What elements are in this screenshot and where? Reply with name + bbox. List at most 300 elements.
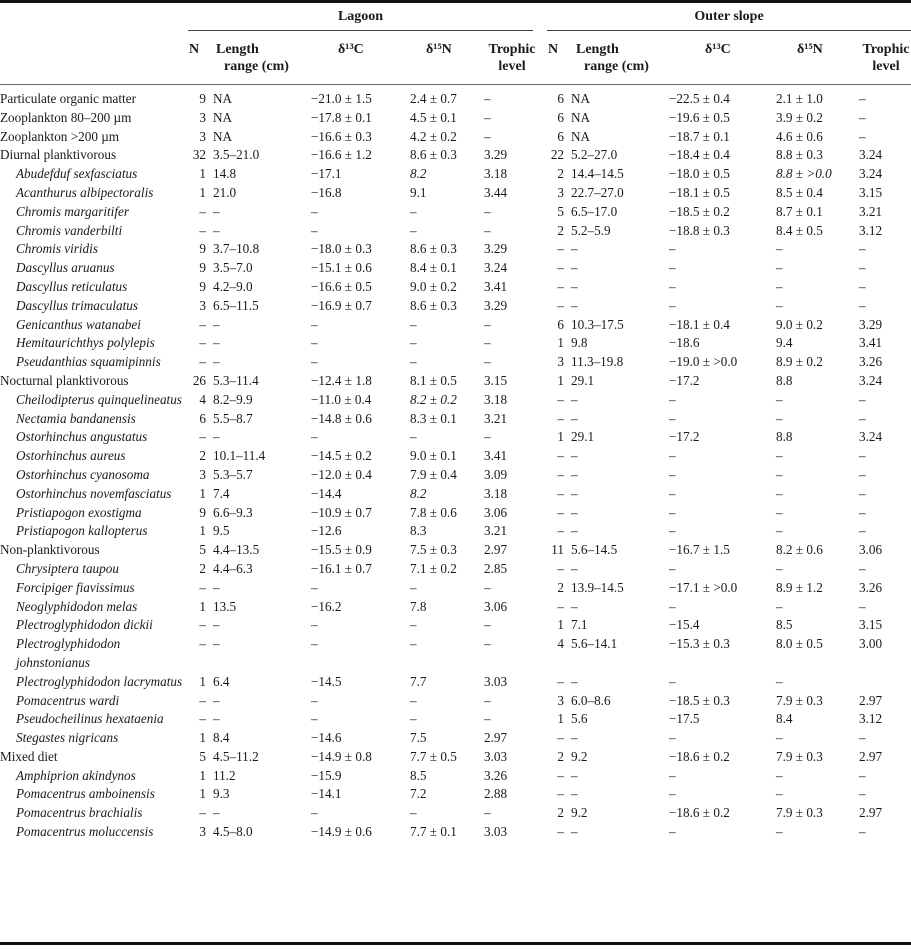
row-label: Cheilodipterus quinquelineatus (16, 391, 182, 407)
cell-lagoon-length: 6.4 (213, 673, 230, 689)
cell-outer-trophic: 2.97 (859, 805, 883, 821)
cell-lagoon-length: – (213, 354, 220, 370)
cell-outer-n: – (557, 786, 564, 802)
cell-outer-n: 1 (557, 711, 564, 727)
cell-lagoon-n: – (199, 203, 206, 219)
cell-lagoon-d15n: 8.4 ± 0.1 (410, 260, 457, 276)
cell-outer-d13c: – (669, 448, 676, 464)
cell-outer-length: NA (571, 91, 591, 106)
cell-lagoon-d15n: 4.2 ± 0.2 (410, 128, 457, 144)
col-header-d15n-outer: δ¹⁵N (797, 42, 823, 57)
table-row-species (0, 466, 911, 485)
col-header-d13c-lagoon: δ¹³C (338, 42, 364, 57)
cell-lagoon-d15n: 9.1 (410, 184, 427, 200)
cell-outer-d15n: – (776, 448, 783, 464)
row-label: Forcipiger fiavissimus (16, 579, 135, 595)
cell-outer-d13c: – (669, 278, 676, 294)
table-row-species (0, 710, 911, 729)
cell-outer-n: 6 (557, 316, 564, 332)
row-label: Pseudocheilinus hexataenia (16, 711, 164, 727)
cell-outer-length: – (571, 448, 578, 464)
cell-outer-d15n: 8.8 (776, 372, 793, 388)
row-label: Acanthurus albipectoralis (16, 184, 154, 200)
cell-lagoon-d13c: −14.8 ± 0.6 (311, 410, 372, 426)
cell-lagoon-trophic: 3.21 (484, 523, 508, 539)
cell-outer-trophic: 3.26 (859, 579, 883, 595)
cell-lagoon-d13c: −12.0 ± 0.4 (311, 466, 372, 482)
cell-outer-n: – (557, 297, 564, 313)
cell-lagoon-trophic: 2.85 (484, 560, 508, 576)
cell-lagoon-trophic: 3.24 (484, 260, 508, 276)
cell-lagoon-trophic: – (484, 636, 491, 652)
cell-outer-d15n: 9.4 (776, 335, 793, 351)
cell-lagoon-n: 6 (199, 410, 206, 426)
cell-lagoon-n: – (199, 429, 206, 445)
cell-outer-d13c: – (669, 560, 676, 576)
cell-outer-d15n: – (776, 297, 783, 313)
cell-lagoon-n: 5 (199, 748, 206, 764)
col-header-trophic-line2: level (498, 59, 526, 74)
cell-lagoon-d13c: −16.2 (311, 598, 342, 614)
col-header-trophic-line1: Trophic (488, 42, 536, 57)
cell-outer-d15n: 8.5 ± 0.4 (776, 184, 823, 200)
cell-outer-d13c: – (669, 673, 676, 689)
cell-lagoon-length: – (213, 617, 220, 633)
cell-lagoon-n: – (199, 354, 206, 370)
table-row-group (0, 109, 911, 128)
row-label: Zooplankton 80–200 µm (0, 109, 132, 125)
cell-lagoon-trophic: – (484, 805, 491, 821)
cell-outer-length: 29.1 (571, 372, 595, 388)
cell-outer-d13c: −18.8 ± 0.3 (669, 222, 730, 238)
cell-outer-trophic: 2.97 (859, 748, 883, 764)
cell-outer-d15n: 8.9 ± 0.2 (776, 354, 823, 370)
cell-outer-d13c: −15.3 ± 0.3 (669, 636, 730, 652)
col-header-n-lagoon: N (189, 42, 200, 57)
cell-lagoon-d13c: −14.4 (311, 485, 342, 501)
cell-lagoon-n: 3 (199, 297, 206, 313)
cell-lagoon-d13c: −15.9 (311, 767, 342, 783)
cell-lagoon-d15n: 8.3 (410, 523, 427, 539)
cell-lagoon-length: 11.2 (213, 767, 236, 783)
row-label: Chromis viridis (16, 241, 98, 257)
row-label: Ostorhinchus novemfasciatus (16, 485, 172, 501)
cell-outer-length: NA (571, 128, 591, 144)
cell-outer-d13c: −19.0 ± >0.0 (669, 354, 738, 370)
cell-lagoon-trophic: – (484, 617, 491, 633)
table-row-species (0, 522, 911, 541)
cell-outer-n: – (557, 241, 564, 257)
cell-lagoon-length: 5.5–8.7 (213, 410, 253, 426)
table-top-rule (0, 0, 911, 3)
cell-outer-length: 22.7–27.0 (571, 184, 624, 200)
cell-outer-length: – (571, 767, 578, 783)
cell-lagoon-d13c: – (311, 354, 318, 370)
cell-outer-n: – (557, 391, 564, 407)
cell-lagoon-trophic: 3.06 (484, 598, 508, 614)
cell-lagoon-d13c: −15.5 ± 0.9 (311, 542, 372, 558)
cell-lagoon-n: 1 (199, 598, 206, 614)
table-row-species (0, 391, 911, 410)
cell-outer-d15n: 2.1 ± 1.0 (776, 91, 823, 106)
cell-outer-d13c: – (669, 391, 676, 407)
row-label: Amphiprion akindynos (16, 767, 136, 783)
cell-lagoon-length: 4.5–11.2 (213, 748, 259, 764)
col-header-length-line2: range (cm) (584, 59, 649, 74)
cell-outer-n: 22 (550, 147, 564, 163)
cell-outer-trophic: 3.21 (859, 203, 883, 219)
table-bottom-rule (0, 942, 911, 945)
cell-lagoon-d15n: 7.5 ± 0.3 (410, 542, 457, 558)
cell-lagoon-d13c: – (311, 429, 318, 445)
cell-outer-trophic: 3.24 (859, 147, 883, 163)
cell-lagoon-trophic: 3.15 (484, 372, 508, 388)
cell-outer-d13c: – (669, 504, 676, 520)
cell-outer-trophic: – (859, 786, 866, 802)
cell-outer-d13c: – (669, 410, 676, 426)
cell-lagoon-n: 9 (199, 278, 206, 294)
cell-lagoon-d15n: 2.4 ± 0.7 (410, 91, 457, 106)
cell-outer-d13c: −17.5 (669, 711, 700, 727)
cell-outer-length: – (571, 297, 578, 313)
group-header-outer-slope: Outer slope (694, 9, 764, 24)
cell-lagoon-length: 3.5–7.0 (213, 260, 253, 276)
cell-outer-length: 9.2 (571, 805, 588, 821)
cell-lagoon-d13c: −12.4 ± 1.8 (311, 372, 372, 388)
cell-outer-length: – (571, 410, 578, 426)
cell-lagoon-length: 3.5–21.0 (213, 147, 260, 163)
cell-lagoon-n: 3 (199, 824, 206, 840)
row-label: Chrysiptera taupou (16, 560, 119, 576)
cell-outer-d13c: – (669, 297, 676, 313)
cell-lagoon-n: 1 (199, 523, 206, 539)
cell-lagoon-n: 1 (199, 485, 206, 501)
cell-outer-d15n: 8.7 ± 0.1 (776, 203, 823, 219)
cell-outer-length: – (571, 824, 578, 840)
cell-lagoon-d13c: −17.1 (311, 166, 342, 182)
cell-lagoon-trophic: – (484, 128, 491, 144)
cell-lagoon-d15n: 7.2 (410, 786, 427, 802)
cell-lagoon-n: – (199, 692, 206, 708)
cell-outer-d13c: – (669, 485, 676, 501)
cell-outer-trophic: 3.12 (859, 222, 883, 238)
cell-lagoon-n: – (199, 711, 206, 727)
cell-outer-trophic: – (859, 560, 866, 576)
cell-lagoon-n: 9 (199, 241, 206, 257)
cell-outer-d15n: – (776, 466, 783, 482)
cell-outer-trophic: – (859, 485, 866, 501)
col-header-length-line1: Length (216, 42, 259, 57)
cell-outer-length: – (571, 598, 578, 614)
cell-outer-d15n: 8.4 (776, 711, 793, 727)
cell-outer-d15n: – (776, 560, 783, 576)
row-label: Plectroglyphidodon lacrymatus (16, 673, 183, 689)
cell-outer-d13c: – (669, 260, 676, 276)
cell-lagoon-trophic: 2.88 (484, 786, 508, 802)
col-header-length-outer (576, 41, 649, 75)
row-label: Dascyllus trimaculatus (16, 297, 138, 313)
cell-outer-d13c: −18.5 ± 0.3 (669, 692, 730, 708)
cell-lagoon-d15n: 7.5 (410, 730, 427, 746)
group-rule-outer-slope (547, 30, 911, 31)
table-row-species (0, 485, 911, 504)
cell-lagoon-d13c: −12.6 (311, 523, 342, 539)
cell-outer-length: – (571, 523, 578, 539)
cell-outer-d15n: 8.4 ± 0.5 (776, 222, 823, 238)
cell-outer-trophic: – (859, 391, 866, 407)
table-row-species (0, 729, 911, 748)
cell-lagoon-n: 3 (199, 466, 206, 482)
cell-outer-d13c: −18.4 ± 0.4 (669, 147, 730, 163)
cell-outer-trophic: 3.29 (859, 316, 883, 332)
table-row-species (0, 222, 911, 241)
cell-outer-n: – (557, 260, 564, 276)
cell-lagoon-d15n: 7.7 ± 0.5 (410, 748, 457, 764)
cell-outer-d15n: – (776, 786, 783, 802)
cell-outer-trophic: 3.15 (859, 617, 883, 633)
cell-outer-d13c: −17.2 (669, 372, 700, 388)
cell-outer-trophic: – (859, 260, 866, 276)
cell-lagoon-trophic: – (484, 711, 491, 727)
cell-outer-d15n: 3.9 ± 0.2 (776, 109, 823, 125)
cell-lagoon-length: – (213, 805, 220, 821)
cell-outer-trophic: – (859, 241, 866, 257)
row-label: Pristiapogon kallopterus (16, 523, 148, 539)
cell-outer-trophic: – (859, 448, 866, 464)
table-row-species (0, 203, 911, 222)
cell-lagoon-n: 3 (199, 109, 206, 125)
cell-lagoon-d15n: 8.2 ± 0.2 (410, 391, 457, 407)
cell-outer-length: – (571, 673, 578, 689)
cell-outer-n: – (557, 466, 564, 482)
cell-lagoon-length: – (213, 203, 220, 219)
cell-outer-d15n: 8.8 (776, 429, 793, 445)
cell-lagoon-d13c: −14.9 ± 0.8 (311, 748, 372, 764)
cell-outer-n: 4 (557, 636, 564, 652)
row-label: Non-planktivorous (0, 542, 100, 558)
cell-lagoon-d13c: −17.8 ± 0.1 (311, 109, 372, 125)
cell-outer-d13c: – (669, 523, 676, 539)
cell-lagoon-d15n: 8.1 ± 0.5 (410, 372, 457, 388)
cell-lagoon-d13c: – (311, 203, 318, 219)
cell-outer-n: – (557, 278, 564, 294)
cell-lagoon-n: 9 (199, 91, 206, 106)
cell-outer-d15n: – (776, 278, 783, 294)
cell-lagoon-length: 4.2–9.0 (213, 278, 253, 294)
row-label: Pomacentrus amboinensis (16, 786, 155, 802)
row-label: Nectamia bandanensis (16, 410, 136, 426)
cell-outer-n: 1 (557, 372, 564, 388)
cell-outer-length: 9.8 (571, 335, 588, 351)
cell-outer-n: – (557, 673, 564, 689)
cell-outer-n: 1 (557, 617, 564, 633)
cell-outer-n: – (557, 504, 564, 520)
row-label: Mixed diet (0, 748, 58, 764)
cell-lagoon-d13c: – (311, 636, 318, 652)
cell-lagoon-trophic: 3.03 (484, 748, 508, 764)
cell-lagoon-d15n: 4.5 ± 0.1 (410, 109, 457, 125)
cell-lagoon-trophic: – (484, 316, 491, 332)
col-header-trophic-outer (860, 41, 911, 75)
cell-lagoon-n: – (199, 636, 206, 652)
cell-outer-trophic: – (859, 824, 866, 840)
cell-lagoon-trophic: – (484, 579, 491, 595)
cell-lagoon-trophic: 3.41 (484, 278, 508, 294)
cell-outer-trophic: – (859, 466, 866, 482)
cell-lagoon-n: 2 (199, 448, 206, 464)
cell-lagoon-d15n: 9.0 ± 0.1 (410, 448, 457, 464)
cell-lagoon-d13c: – (311, 711, 318, 727)
cell-outer-d13c: −18.0 ± 0.5 (669, 166, 730, 182)
table-row-species (0, 334, 911, 353)
cell-lagoon-n: 32 (192, 147, 206, 163)
cell-outer-n: – (557, 767, 564, 783)
cell-outer-n: 2 (557, 166, 564, 182)
cell-lagoon-d15n: – (410, 617, 417, 633)
cell-outer-trophic: 3.24 (859, 429, 883, 445)
cell-outer-n: 2 (557, 805, 564, 821)
cell-outer-length: 29.1 (571, 429, 595, 445)
cell-lagoon-n: – (199, 335, 206, 351)
cell-outer-length: – (571, 241, 578, 257)
cell-outer-d15n: 7.9 ± 0.3 (776, 748, 823, 764)
cell-outer-n: – (557, 824, 564, 840)
cell-outer-d15n: – (776, 410, 783, 426)
cell-lagoon-d15n: – (410, 692, 417, 708)
table-row-group (0, 146, 911, 165)
cell-lagoon-n: 4 (199, 391, 206, 407)
cell-lagoon-length: – (213, 335, 220, 351)
cell-outer-d13c: −19.6 ± 0.5 (669, 109, 730, 125)
table-row-group (0, 128, 911, 147)
cell-lagoon-trophic: 3.03 (484, 673, 508, 689)
cell-outer-d13c: −18.6 (669, 335, 700, 351)
col-header-length-line2: range (cm) (224, 59, 289, 74)
row-label: Abudefduf sexfasciatus (16, 166, 138, 182)
cell-lagoon-length: 5.3–11.4 (213, 372, 259, 388)
col-header-d13c-outer: δ¹³C (705, 42, 731, 57)
table-row-species (0, 616, 911, 635)
table-row-species (0, 278, 911, 297)
cell-lagoon-n: – (199, 805, 206, 821)
row-label: Pomacentrus moluccensis (16, 824, 154, 840)
cell-lagoon-d13c: −14.5 ± 0.2 (311, 448, 372, 464)
cell-lagoon-n: 1 (199, 730, 206, 746)
cell-outer-length: 9.2 (571, 748, 588, 764)
table-row-group (0, 541, 911, 560)
cell-lagoon-length: 9.5 (213, 523, 230, 539)
col-header-length-line1: Length (576, 42, 619, 57)
cell-lagoon-n: 9 (199, 260, 206, 276)
cell-lagoon-n: – (199, 617, 206, 633)
table-row-species (0, 767, 911, 786)
col-header-d15n-lagoon: δ¹⁵N (426, 42, 452, 57)
cell-lagoon-d13c: −14.1 (311, 786, 342, 802)
row-label: Plectroglyphidodon johnstonianus (16, 636, 121, 670)
cell-lagoon-d15n: – (410, 805, 417, 821)
cell-outer-length: 5.2–27.0 (571, 147, 618, 163)
cell-outer-trophic: 3.15 (859, 184, 883, 200)
cell-outer-d13c: −18.5 ± 0.2 (669, 203, 730, 219)
cell-outer-n: 3 (557, 354, 564, 370)
row-label: Particulate organic matter (0, 91, 136, 106)
cell-lagoon-d15n: 7.8 ± 0.6 (410, 504, 457, 520)
cell-lagoon-trophic: 2.97 (484, 730, 508, 746)
cell-lagoon-d15n: 8.3 ± 0.1 (410, 410, 457, 426)
row-label: Diurnal planktivorous (0, 147, 117, 163)
cell-lagoon-length: – (213, 692, 220, 708)
cell-outer-trophic: – (859, 410, 866, 426)
cell-outer-length: – (571, 504, 578, 520)
cell-lagoon-length: 6.6–9.3 (213, 504, 253, 520)
cell-lagoon-length: NA (213, 109, 233, 125)
cell-outer-d13c: – (669, 824, 676, 840)
cell-outer-d13c: −18.6 ± 0.2 (669, 805, 730, 821)
cell-lagoon-d15n: – (410, 222, 417, 238)
cell-lagoon-n: 26 (192, 372, 206, 388)
cell-outer-length: – (571, 560, 578, 576)
cell-outer-trophic: 3.24 (859, 372, 883, 388)
cell-lagoon-d15n: 8.6 ± 0.3 (410, 297, 457, 313)
cell-outer-n: – (557, 448, 564, 464)
cell-outer-d15n: – (776, 504, 783, 520)
cell-outer-d15n: 8.8 ± >0.0 (776, 166, 832, 182)
table-row-species (0, 785, 911, 804)
cell-outer-d15n: – (776, 241, 783, 257)
cell-lagoon-trophic: – (484, 429, 491, 445)
cell-lagoon-n: 1 (199, 767, 206, 783)
cell-outer-d13c: −18.1 ± 0.5 (669, 184, 730, 200)
cell-lagoon-n: – (199, 579, 206, 595)
cell-lagoon-trophic: 3.18 (484, 166, 508, 182)
cell-outer-n: – (557, 485, 564, 501)
cell-lagoon-trophic: – (484, 109, 491, 125)
cell-outer-length: 11.3–19.8 (571, 354, 624, 370)
row-label: Stegastes nigricans (16, 730, 119, 746)
cell-outer-d15n: 8.2 ± 0.6 (776, 542, 823, 558)
cell-outer-d13c: – (669, 786, 676, 802)
group-rule-lagoon (188, 30, 533, 31)
cell-lagoon-length: 9.3 (213, 786, 230, 802)
cell-outer-trophic: 2.97 (859, 692, 883, 708)
cell-outer-d15n: 8.0 ± 0.5 (776, 636, 823, 652)
cell-outer-length: – (571, 466, 578, 482)
cell-outer-length: 6.0–8.6 (571, 692, 611, 708)
table-row-group (0, 372, 911, 391)
cell-outer-d13c: – (669, 241, 676, 257)
cell-lagoon-trophic: – (484, 203, 491, 219)
cell-lagoon-d15n: – (410, 579, 417, 595)
cell-outer-n: 6 (557, 91, 564, 106)
cell-lagoon-d13c: −10.9 ± 0.7 (311, 504, 372, 520)
cell-outer-d13c: −22.5 ± 0.4 (669, 91, 730, 106)
cell-lagoon-n: – (199, 222, 206, 238)
cell-outer-trophic: – (859, 109, 866, 125)
table-row-species (0, 353, 911, 372)
cell-lagoon-d15n: – (410, 316, 417, 332)
cell-lagoon-d13c: −16.8 (311, 184, 342, 200)
cell-outer-d15n: 8.9 ± 1.2 (776, 579, 823, 595)
table-row-species (0, 673, 911, 692)
cell-lagoon-d13c: – (311, 316, 318, 332)
cell-outer-d15n: – (776, 824, 783, 840)
row-label: Pomacentrus wardi (16, 692, 120, 708)
table-row-species (0, 165, 911, 184)
cell-outer-length: 13.9–14.5 (571, 579, 624, 595)
col-header-trophic-line2: level (872, 59, 900, 74)
row-label: Hemitaurichthys polylepis (16, 335, 155, 351)
cell-lagoon-length: – (213, 222, 220, 238)
